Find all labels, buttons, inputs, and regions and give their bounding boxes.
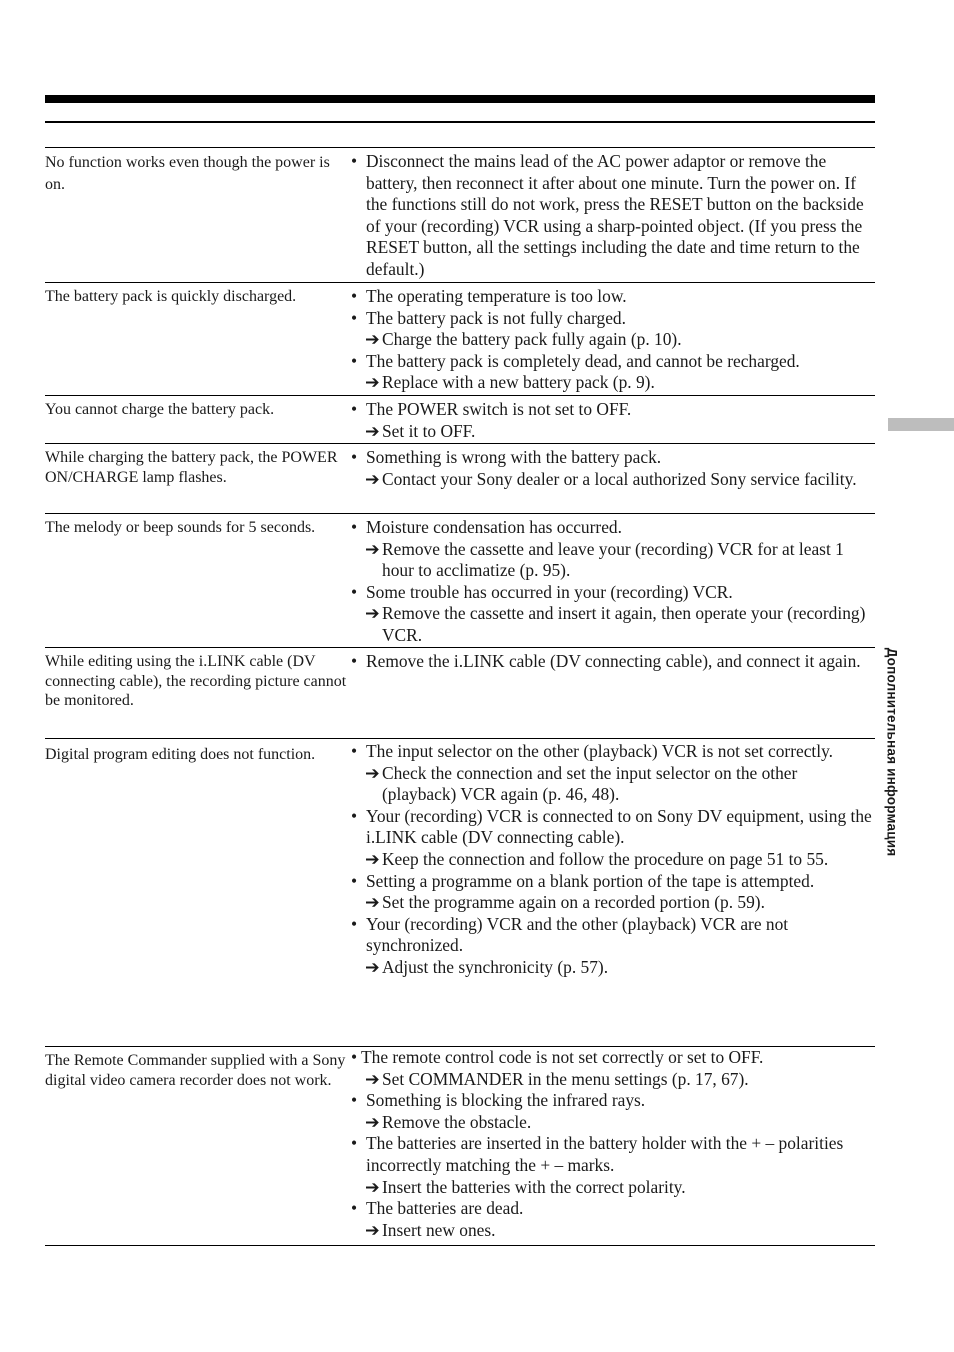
symptom-cell: The battery pack is quickly discharged. <box>45 288 297 305</box>
action-text: Charge the battery pack fully again (p. 10). <box>382 329 682 350</box>
table-row <box>45 739 875 1047</box>
header-rule-thin <box>45 121 875 123</box>
action-item <box>348 1069 875 1091</box>
action-text: Contact your Sony dealer or a local authorized Sony service facility. <box>382 468 857 489</box>
symptom-cell: Digital program editing does not function. <box>45 746 316 763</box>
symptom-cell: No function works even though the power is on. <box>45 154 330 193</box>
table-row <box>45 396 875 444</box>
symptom-cell: You cannot charge the battery pack. <box>45 401 275 418</box>
action-text: Adjust the synchronicity (p. 57). <box>382 956 609 977</box>
table-row <box>45 1047 875 1246</box>
table-row <box>45 514 875 648</box>
cause-item: • The batteries are dead. <box>348 1198 875 1220</box>
cause-item: • The battery pack is completely dead, and cannot be recharged. <box>348 351 875 373</box>
header-rule-thick <box>45 95 875 103</box>
arrow-icon: ➔ <box>365 420 380 441</box>
table-row <box>45 648 875 739</box>
symptom-cell: The Remote Commander supplied with a Sony digital video camera recorder does not work. <box>45 1052 346 1089</box>
remedy-cell <box>348 739 875 1046</box>
cause-item: • The batteries are inserted in the battery holder with the + – polarities incorrectly matching the + – marks. <box>348 1133 875 1176</box>
cause-item: • The remote control code is not set correctly or set to OFF. <box>348 1047 875 1069</box>
cause-item: • Disconnect the mains lead of the AC power adaptor or remove the battery, then reconnect it after about one minute. Turn the power on. If the functions still do not work, press the RESET button on the backside of your (recording) VCR using a sharp-pointed object. (If you press the RESET button, all the settings including the date and time return to the default.) <box>348 151 875 281</box>
arrow-icon: ➔ <box>365 538 380 559</box>
action-item <box>348 892 875 914</box>
action-item <box>348 849 875 871</box>
table-row <box>45 283 875 396</box>
symptom-cell: The melody or beep sounds for 5 seconds. <box>45 519 316 536</box>
arrow-icon: ➔ <box>365 1219 380 1240</box>
arrow-icon: ➔ <box>365 762 380 783</box>
remedy-cell <box>348 1047 875 1245</box>
action-item <box>348 957 875 979</box>
action-item <box>348 1112 875 1134</box>
action-text: Insert new ones. <box>382 1219 496 1240</box>
action-item <box>348 329 875 351</box>
action-text: Insert the batteries with the correct polarity. <box>382 1176 686 1197</box>
action-text: Replace with a new battery pack (p. 9). <box>382 372 655 393</box>
table-row <box>45 148 875 283</box>
section-tab-marker <box>888 418 954 431</box>
arrow-icon: ➔ <box>365 372 380 393</box>
cause-item: • Some trouble has occurred in your (recording) VCR. <box>348 582 875 604</box>
arrow-icon: ➔ <box>365 1111 380 1132</box>
action-text: Remove the obstacle. <box>382 1111 532 1132</box>
action-item <box>348 469 875 491</box>
arrow-icon: ➔ <box>365 1176 380 1197</box>
arrow-icon: ➔ <box>365 848 380 869</box>
remedy-cell <box>348 148 875 282</box>
cause-item: • Something is blocking the infrared rays. <box>348 1090 875 1112</box>
arrow-icon: ➔ <box>365 956 380 977</box>
symptom-cell: While editing using the i.LINK cable (DV connecting cable), the recording picture cannot be monitored. <box>45 653 347 709</box>
remedy-cell <box>348 648 875 738</box>
cause-item: • Your (recording) VCR is connected to on Sony DV equipment, using the i.LINK cable (DV connecting cable). <box>348 806 875 849</box>
symptom-cell: While charging the battery pack, the POWER ON/CHARGE lamp flashes. <box>45 449 338 486</box>
action-item <box>348 372 875 394</box>
remedy-cell <box>348 283 875 395</box>
cause-item: • Setting a programme on a blank portion of the tape is attempted. <box>348 871 875 893</box>
arrow-icon: ➔ <box>365 892 380 913</box>
troubleshooting-table <box>45 147 875 1246</box>
remedy-cell <box>348 396 875 443</box>
arrow-icon: ➔ <box>365 1068 380 1089</box>
action-text: Set COMMANDER in the menu settings (p. 17, 67). <box>382 1068 749 1089</box>
remedy-cell <box>348 514 875 647</box>
side-section-label: Дополнительная информация <box>884 647 900 857</box>
action-item <box>348 1220 875 1242</box>
cause-item: • The input selector on the other (playback) VCR is not set correctly. <box>348 741 875 763</box>
action-text: Set the programme again on a recorded portion (p. 59). <box>382 892 765 913</box>
cause-item: • Remove the i.LINK cable (DV connecting cable), and connect it again. <box>348 651 875 673</box>
action-item <box>348 763 875 806</box>
action-item <box>348 539 875 582</box>
cause-item: • Something is wrong with the battery pack. <box>348 447 875 469</box>
table-row <box>45 444 875 514</box>
arrow-icon: ➔ <box>365 603 380 624</box>
action-text: Keep the connection and follow the procedure on page 51 to 55. <box>382 848 829 869</box>
cause-item: • Your (recording) VCR and the other (playback) VCR are not synchronized. <box>348 914 875 957</box>
arrow-icon: ➔ <box>365 468 380 489</box>
arrow-icon: ➔ <box>365 329 380 350</box>
remedy-cell <box>348 444 875 513</box>
action-item <box>348 1177 875 1199</box>
action-item <box>348 603 875 646</box>
action-text: Check the connection and set the input selector on the other (playback) VCR again (p. 46, 48). <box>382 762 798 805</box>
action-text: Remove the cassette and insert it again, then operate your (recording) VCR. <box>382 603 866 645</box>
action-text: Remove the cassette and leave your (recording) VCR for at least 1 hour to acclimatize (p. 95). <box>382 538 844 581</box>
action-item <box>348 421 875 443</box>
cause-item: • Moisture condensation has occurred. <box>348 517 875 539</box>
cause-item: • The battery pack is not fully charged. <box>348 308 875 330</box>
cause-item: • The POWER switch is not set to OFF. <box>348 399 875 421</box>
action-text: Set it to OFF. <box>382 420 476 441</box>
cause-item: • The operating temperature is too low. <box>348 286 875 308</box>
